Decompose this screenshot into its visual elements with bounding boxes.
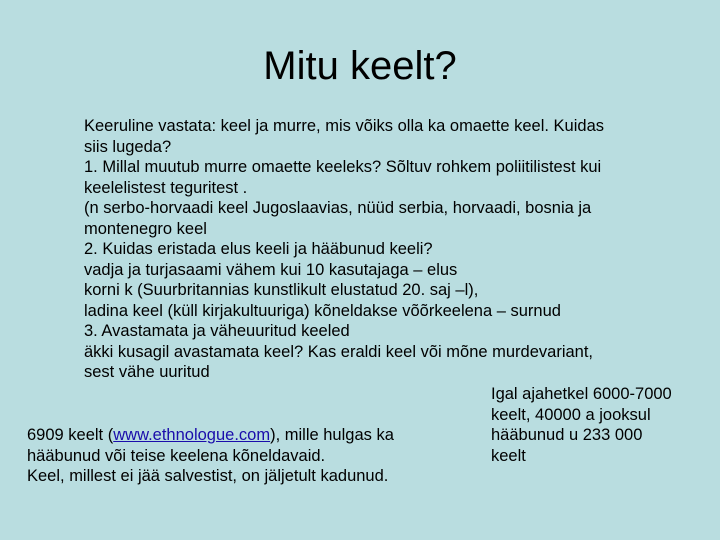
main-text-line: 2. Kuidas eristada elus keeli ja hääbunud keeli? xyxy=(84,240,433,258)
bottom-line1-suffix: ), mille hulgas ka xyxy=(270,426,394,444)
main-text-line: sest vähe uuritud xyxy=(84,363,210,381)
main-text-block xyxy=(84,116,684,383)
side-note-line: keelt, 40000 a jooksul xyxy=(491,405,651,424)
main-text-line: 1. Millal muutub murre omaette keeleks? Sõltuv rohkem poliitilistest kui xyxy=(84,158,602,176)
main-text-line: Keeruline vastata: keel ja murre, mis võiks olla ka omaette keel. Kuidas xyxy=(84,117,604,135)
bottom-text-line: Keel, millest ei jää salvestist, on jäljetult kadunud. xyxy=(27,467,389,485)
bottom-text-block xyxy=(27,425,477,487)
main-text-line: 3. Avastamata ja väheuuritud keeled xyxy=(84,322,350,340)
main-text-line: ladina keel (küll kirjakultuuriga) kõneldakse võõrkeelena – surnud xyxy=(84,301,561,320)
side-note xyxy=(491,384,716,466)
bottom-line1-prefix: 6909 keelt ( xyxy=(27,426,114,444)
bottom-text-line xyxy=(27,425,477,446)
slide-title: Mitu keelt? xyxy=(263,44,457,88)
side-note-line: keelt xyxy=(491,446,526,465)
ethnologue-link[interactable]: www.ethnologue.com xyxy=(113,426,271,444)
main-text-line: vadja ja turjasaami vähem kui 10 kasutajaga – elus xyxy=(84,260,458,279)
main-text-line: siis lugeda? xyxy=(84,137,172,156)
side-note-line: hääbunud u 233 000 xyxy=(491,426,643,444)
main-text-line: äkki kusagil avastamata keel? Kas eraldi keel või mõne murdevariant, xyxy=(84,342,594,361)
side-note-line: Igal ajahetkel 6000-7000 xyxy=(491,385,672,403)
main-text-line: (n serbo-horvaadi keel Jugoslaavias, nüüd serbia, horvaadi, bosnia ja xyxy=(84,199,592,217)
bottom-text-line: hääbunud või teise keelena kõneldavaid. xyxy=(27,446,326,465)
main-text-line: korni k (Suurbritannias kunstlikult elustatud 20. saj –l), xyxy=(84,281,479,299)
main-text-line: montenegro keel xyxy=(84,219,207,238)
main-text-line: keelelistest teguritest . xyxy=(84,178,248,197)
